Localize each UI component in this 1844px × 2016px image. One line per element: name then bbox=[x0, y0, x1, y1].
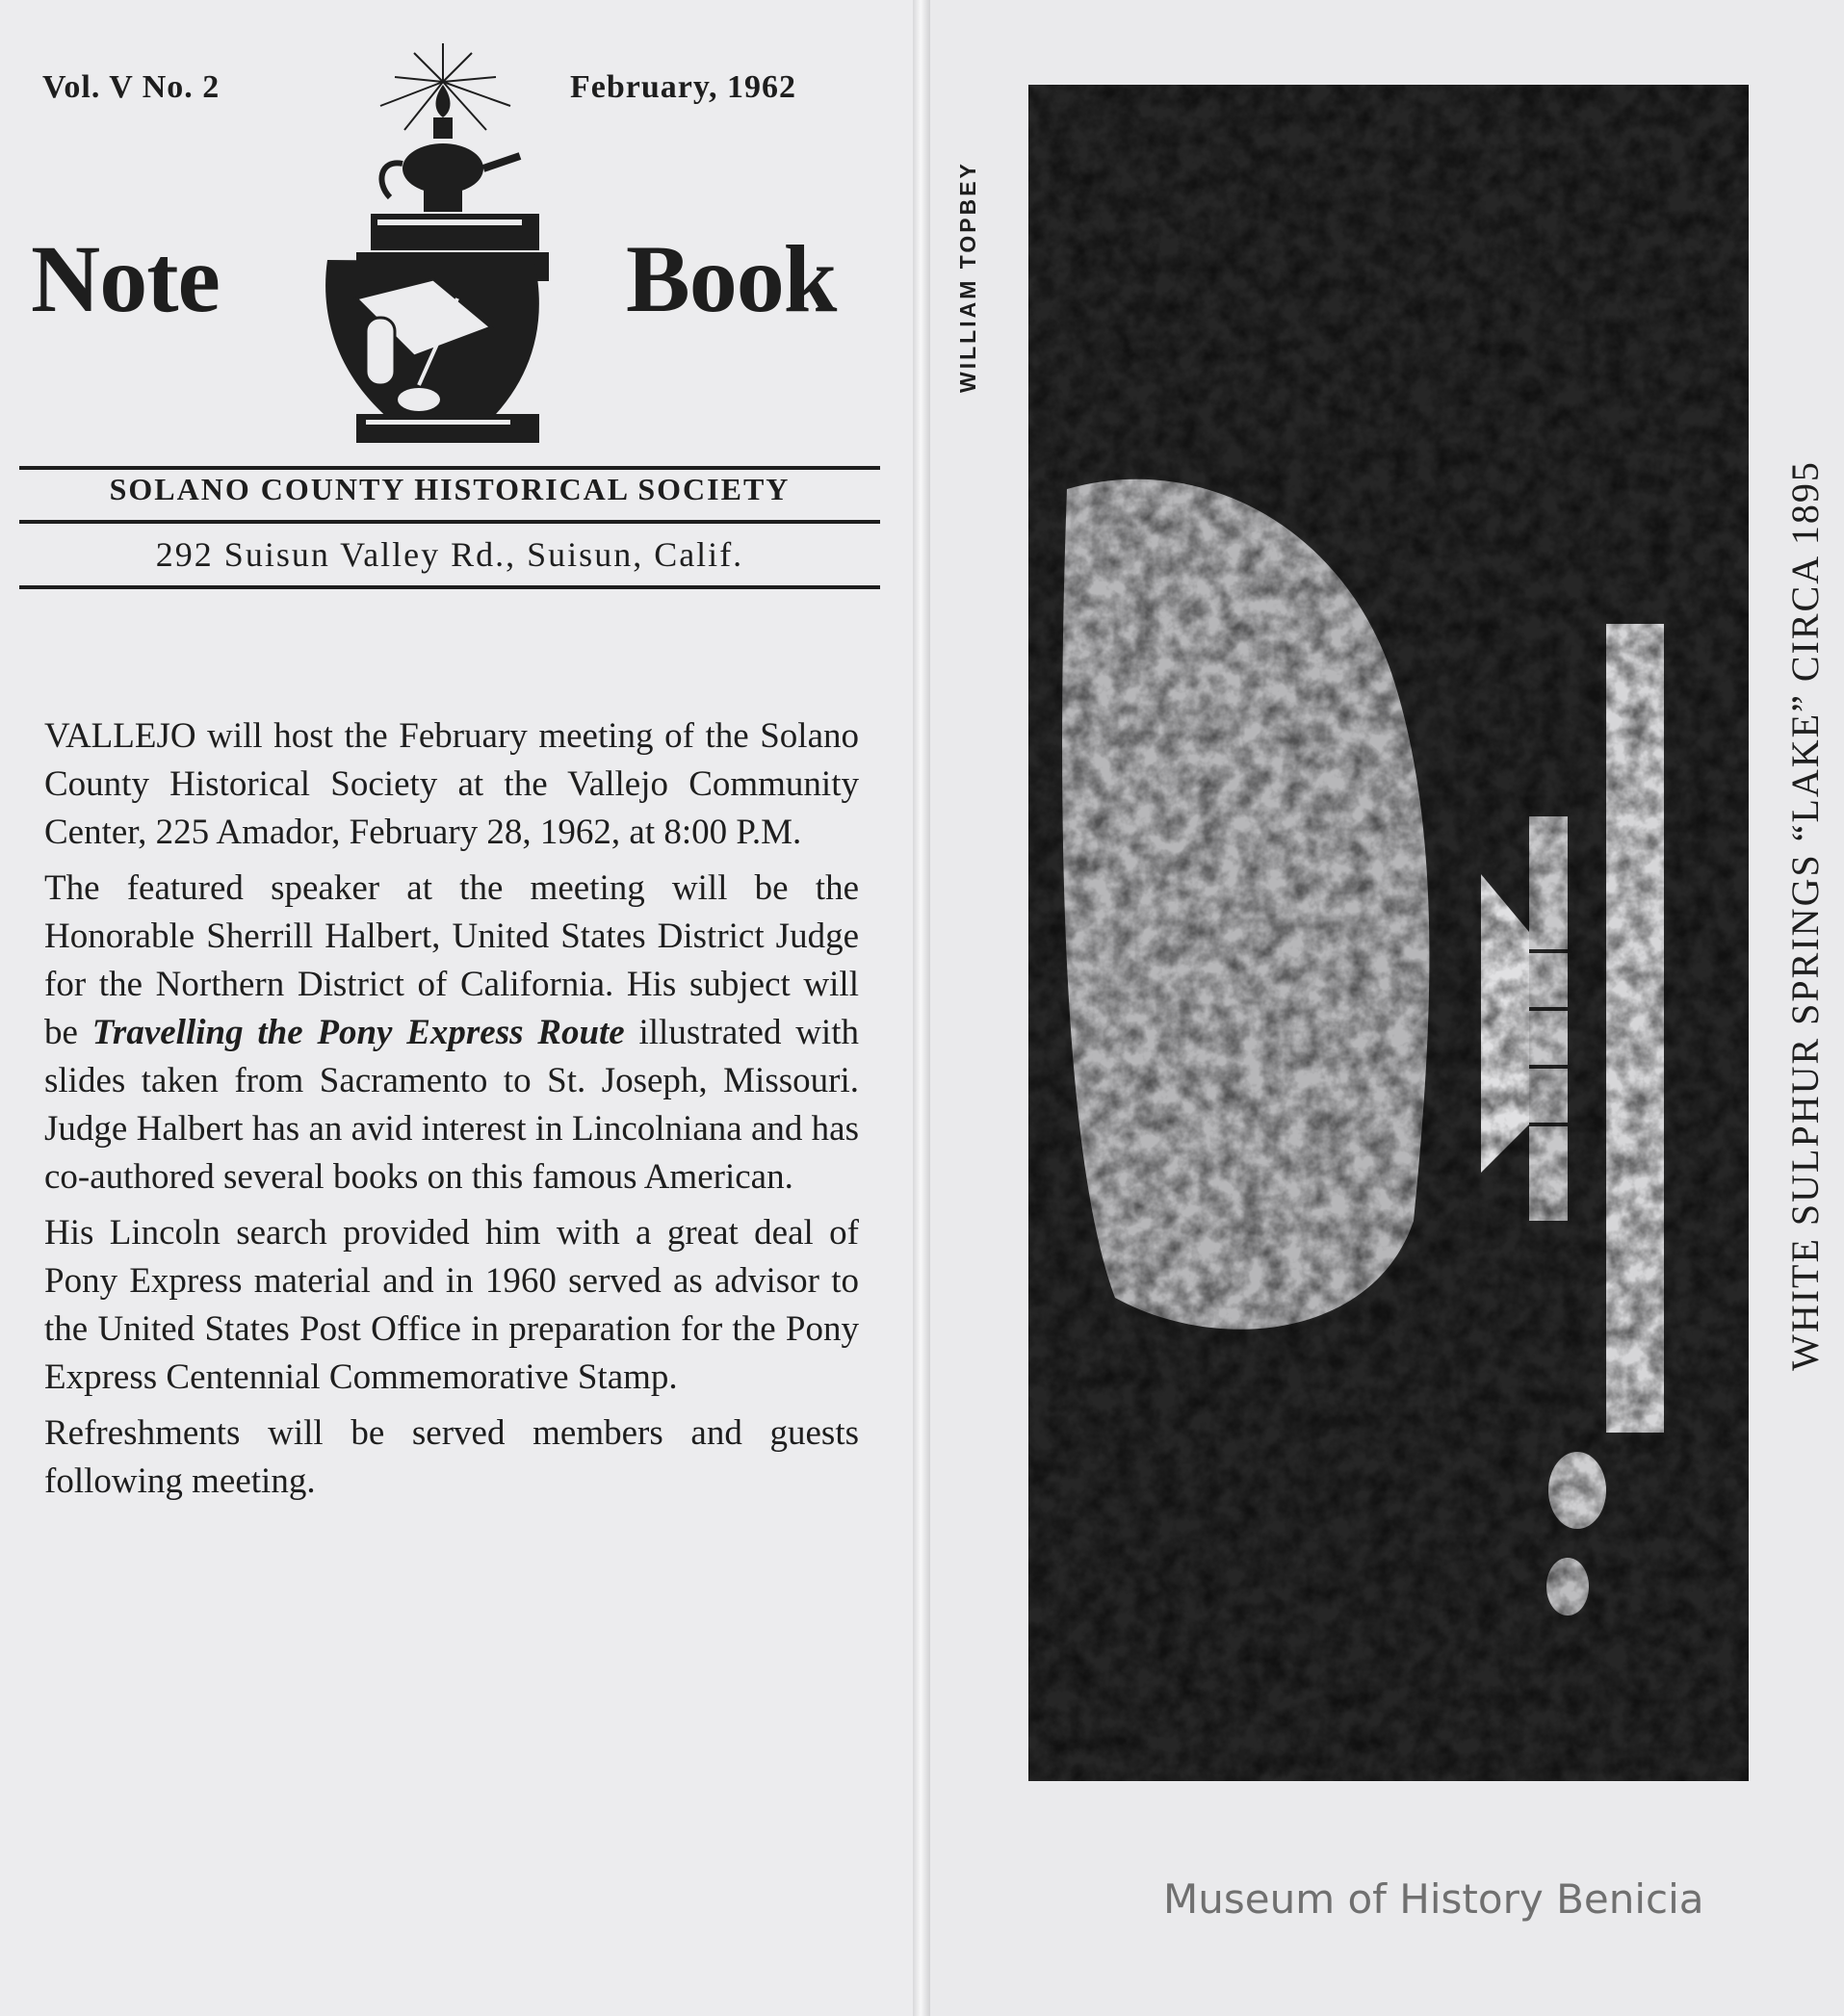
text-span: illustrated with slides taken from Sacramento to St. Joseph, Missouri. Judge Halbert has an avid interest in Lincolniana and has co-authored several books on this famous American. bbox=[44, 1013, 859, 1197]
newsletter-front-panel bbox=[0, 0, 920, 2016]
text-span: The featured speaker at the meeting will be the Honorable Sherrill Halbert, United States District Judge for the Northern District of California. His subject will be bbox=[44, 868, 859, 1052]
issue-date: February, 1962 bbox=[570, 69, 796, 105]
newsletter-title-note: Note bbox=[31, 225, 220, 332]
divider-rule bbox=[19, 520, 880, 524]
historic-photograph bbox=[1028, 85, 1749, 1781]
paragraph-lincoln: His Lincoln search provided him with a great deal of Pony Express material and in 1960 served as advisor to the United States Post Office in preparation for the Pony Express Centennial Commemorative Stamp. bbox=[44, 1213, 859, 1397]
paragraph-meeting: VALLEJO will host the February meeting of the Solano County Historical Society at the Vallejo Community Center, 225 Amador, February 28, 1962, at 8:00 P.M. bbox=[44, 716, 859, 852]
volume-number: Vol. V No. 2 bbox=[42, 69, 221, 105]
talk-title: Travelling the Pony Express Route bbox=[91, 1013, 625, 1052]
lamp-and-books-emblem bbox=[289, 39, 636, 462]
photo-caption: WHITE SULPHUR SPRINGS “LAKE” CIRCA 1895 bbox=[1783, 460, 1827, 1371]
divider-rule bbox=[19, 585, 880, 589]
photo-credit: WILLIAM TOPBEY bbox=[955, 161, 980, 393]
page-fold bbox=[913, 0, 930, 2016]
society-address: 292 Suisun Valley Rd., Suisun, Calif. bbox=[155, 535, 744, 574]
society-name: SOLANO COUNTY HISTORICAL SOCIETY bbox=[109, 472, 791, 506]
paragraph-refreshments: Refreshments will be served members and guests following meeting. bbox=[44, 1413, 859, 1501]
newsletter-title-book: Book bbox=[626, 225, 837, 332]
museum-watermark: Museum of History Benicia bbox=[1163, 1875, 1704, 1923]
article-body bbox=[44, 712, 859, 1513]
paragraph-speaker bbox=[44, 865, 859, 1202]
divider-rule bbox=[19, 466, 880, 470]
